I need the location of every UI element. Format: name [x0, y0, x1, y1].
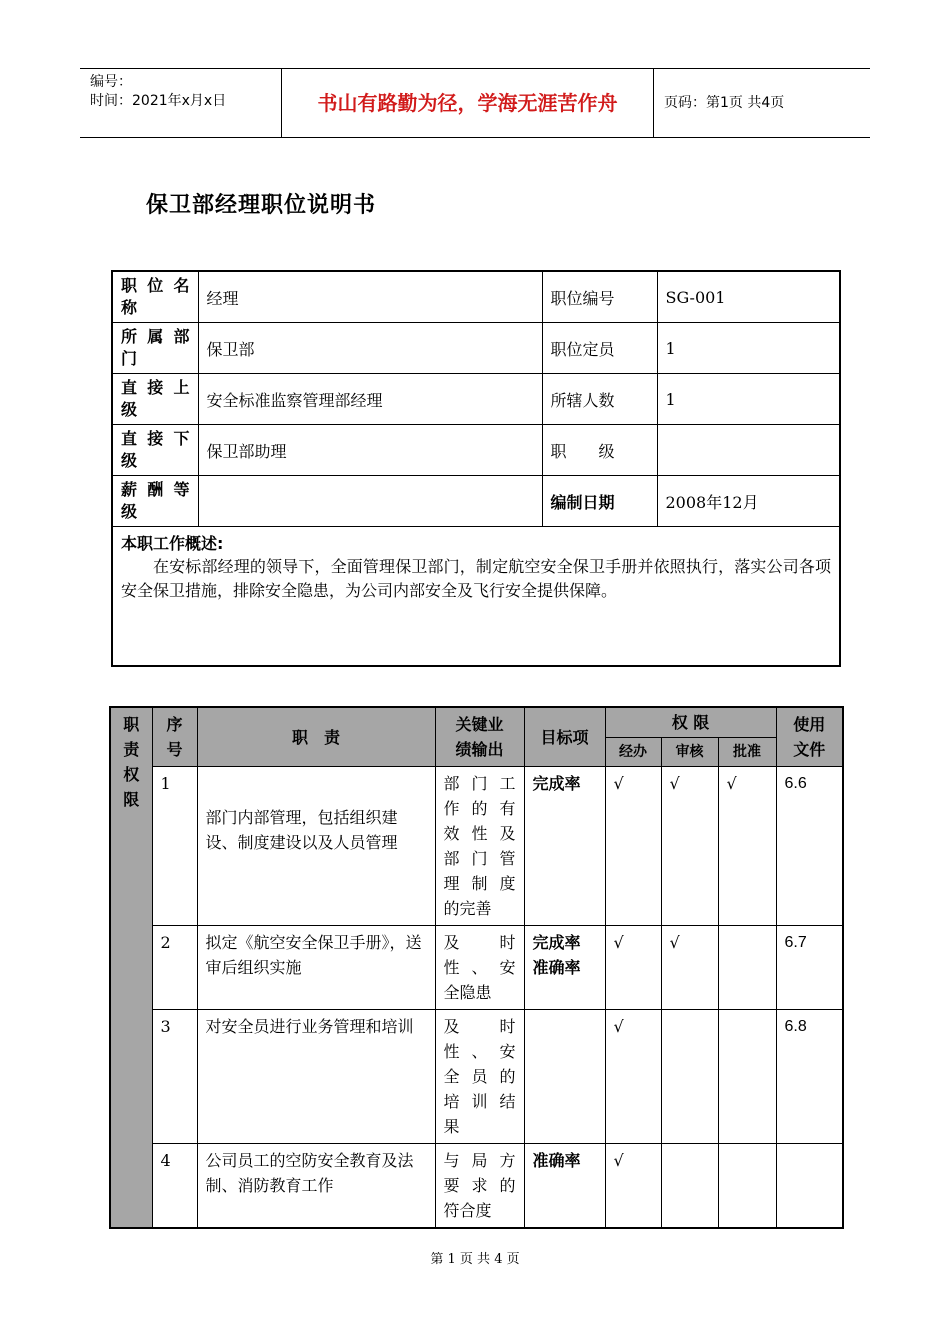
auth-approve-check: √: [718, 767, 776, 926]
position-info-table: [111, 270, 841, 667]
info-key-value: 2008年12月: [657, 476, 840, 527]
info-label-line: 所属部: [121, 327, 190, 346]
kpi-line: 及 时: [443, 933, 516, 952]
doc-header: [776, 707, 843, 767]
info-row: [112, 374, 840, 425]
duty-text: 公司员工的空防安全教育及法制、消防教育工作: [205, 1151, 414, 1195]
duty-text-cell: [197, 1010, 435, 1144]
kpi-cell: [435, 767, 524, 926]
info-label: [112, 476, 198, 527]
info-value: 保卫部: [198, 323, 542, 374]
header-row: [110, 707, 843, 738]
info-row: [112, 271, 840, 323]
kpi-header-line: 关键业: [455, 715, 504, 734]
auth-sub-header: 经办: [605, 738, 661, 767]
kpi-line: 性、安: [443, 1042, 516, 1061]
doc-ref: 6.6: [776, 767, 843, 926]
info-label-line: 门: [121, 349, 138, 368]
side-label-char: 权: [123, 765, 140, 784]
kpi-line: 效性及: [443, 824, 516, 843]
kpi-line: 符合度: [443, 1201, 492, 1220]
kpi-line: 及 时: [443, 1017, 516, 1036]
info-label: [112, 425, 198, 476]
document-title: 保卫部经理职位说明书: [146, 192, 377, 218]
auth-approve-check: [718, 926, 776, 1010]
duty-seq: 2: [152, 926, 197, 1010]
auth-review-check: [661, 1010, 718, 1144]
duty-text: 对安全员进行业务管理和培训: [205, 1017, 414, 1036]
kpi-line: 部门管: [443, 849, 516, 868]
motto: 书山有路勤为径，学海无涯苦作舟: [282, 69, 654, 137]
kpi-header-line: 绩输出: [455, 740, 504, 759]
side-label-char: 责: [123, 740, 140, 759]
kpi-line: 部门工: [443, 774, 516, 793]
seq-header-line: 号: [166, 740, 183, 759]
goal-line: 完成率: [532, 774, 581, 793]
duty-text-cell: [197, 1144, 435, 1229]
auth-handle-check: √: [605, 767, 661, 926]
goal-header: 目标项: [524, 707, 605, 767]
kpi-line: 性、安: [443, 958, 516, 977]
doc-ref: 6.7: [776, 926, 843, 1010]
info-key: 所辖人数: [542, 374, 657, 425]
info-label-line: 级: [121, 400, 138, 419]
kpi-line: 要求的: [443, 1176, 516, 1195]
goal-cell: [524, 1144, 605, 1229]
summary-cell: [112, 527, 840, 667]
info-label-line: 薪酬等: [121, 480, 190, 499]
info-label-line: 直接上: [121, 378, 190, 397]
kpi-header: [435, 707, 524, 767]
auth-handle-check: √: [605, 1144, 661, 1229]
duty-seq: 1: [152, 767, 197, 926]
duty-row: [110, 1010, 843, 1144]
seq-header-line: 序: [166, 715, 183, 734]
doc-meta: [80, 69, 282, 137]
auth-sub-header: 审核: [661, 738, 718, 767]
goal-cell: [524, 926, 605, 1010]
info-row: [112, 476, 840, 527]
duty-row: [110, 767, 843, 926]
doc-ref: 6.8: [776, 1010, 843, 1144]
goal-cell: [524, 1010, 605, 1144]
kpi-line: 理制度: [443, 874, 516, 893]
info-label: [112, 374, 198, 425]
auth-handle-check: √: [605, 1010, 661, 1144]
info-label-line: 级: [121, 502, 138, 521]
info-value: 安全标准监察管理部经理: [198, 374, 542, 425]
goal-line: 准确率: [532, 958, 581, 977]
info-key-value: 1: [657, 323, 840, 374]
kpi-cell: [435, 1010, 524, 1144]
doc-header-line: 使用: [793, 715, 826, 734]
duty-header: 职 责: [197, 707, 435, 767]
info-key-value: SG-001: [657, 271, 840, 323]
kpi-line: 培训结: [443, 1092, 516, 1111]
page-number-label: 页码：第1页 共4页: [664, 95, 785, 111]
info-label-line: 级: [121, 451, 138, 470]
auth-handle-check: √: [605, 926, 661, 1010]
kpi-line: 全员的: [443, 1067, 516, 1086]
info-row: [112, 323, 840, 374]
side-label: [110, 707, 152, 1228]
side-label-char: 职: [123, 715, 140, 734]
info-label-line: 称: [121, 298, 138, 317]
kpi-cell: [435, 1144, 524, 1229]
side-label-char: 限: [123, 790, 140, 809]
summary-title: 本职工作概述:: [121, 534, 224, 553]
info-key-value: [657, 425, 840, 476]
auth-review-check: [661, 1144, 718, 1229]
duty-text-cell: [197, 767, 435, 926]
kpi-line: 作的有: [443, 799, 516, 818]
info-key: 职位编号: [542, 271, 657, 323]
info-key: 职位定员: [542, 323, 657, 374]
goal-line: 准确率: [532, 1151, 581, 1170]
info-label: [112, 271, 198, 323]
kpi-line: 的完善: [443, 899, 492, 918]
auth-review-check: √: [661, 926, 718, 1010]
duty-text: 拟定《航空安全保卫手册》，送审后组织实施: [205, 933, 422, 977]
doc-header-line: 文件: [793, 740, 826, 759]
goal-cell: [524, 767, 605, 926]
time-label: 时间：2021年x月x日: [90, 93, 227, 109]
auth-approve-check: [718, 1144, 776, 1229]
info-label-line: 直接下: [121, 429, 190, 448]
info-value: 保卫部助理: [198, 425, 542, 476]
info-label: [112, 323, 198, 374]
duty-seq: 4: [152, 1144, 197, 1229]
duty-row: [110, 926, 843, 1010]
info-row: [112, 425, 840, 476]
auth-approve-check: [718, 1010, 776, 1144]
doc-ref: [776, 1144, 843, 1229]
info-label-line: 职位名: [121, 276, 190, 295]
kpi-cell: [435, 926, 524, 1010]
duty-seq: 3: [152, 1010, 197, 1144]
kpi-line: 果: [443, 1117, 460, 1136]
duties-table: [109, 706, 844, 1229]
info-value: 经理: [198, 271, 542, 323]
duty-row: [110, 1144, 843, 1229]
summary-row: [112, 527, 840, 667]
code-label: 编号：: [90, 74, 132, 90]
kpi-line: 全隐患: [443, 983, 492, 1002]
page-header: [80, 68, 870, 138]
page-footer: 第 1 页 共 4 页: [430, 1252, 520, 1267]
auth-sub-header: 批准: [718, 738, 776, 767]
summary-text: 在安标部经理的领导下，全面管理保卫部门，制定航空安全保卫手册并依照执行，落实公司各项安全保卫措施，排除安全隐患，为公司内部安全及飞行安全提供保障。: [121, 557, 831, 600]
duty-text: 部门内部管理，包括组织建设、制度建设以及人员管理: [205, 808, 398, 852]
info-key: 编制日期: [542, 476, 657, 527]
auth-header: 权 限: [605, 707, 776, 738]
seq-header: [152, 707, 197, 767]
info-value: [198, 476, 542, 527]
info-key: 职 级: [542, 425, 657, 476]
auth-review-check: √: [661, 767, 718, 926]
info-key-value: 1: [657, 374, 840, 425]
duty-text-cell: [197, 926, 435, 1010]
goal-line: 完成率: [532, 933, 581, 952]
kpi-line: 与局方: [443, 1151, 516, 1170]
